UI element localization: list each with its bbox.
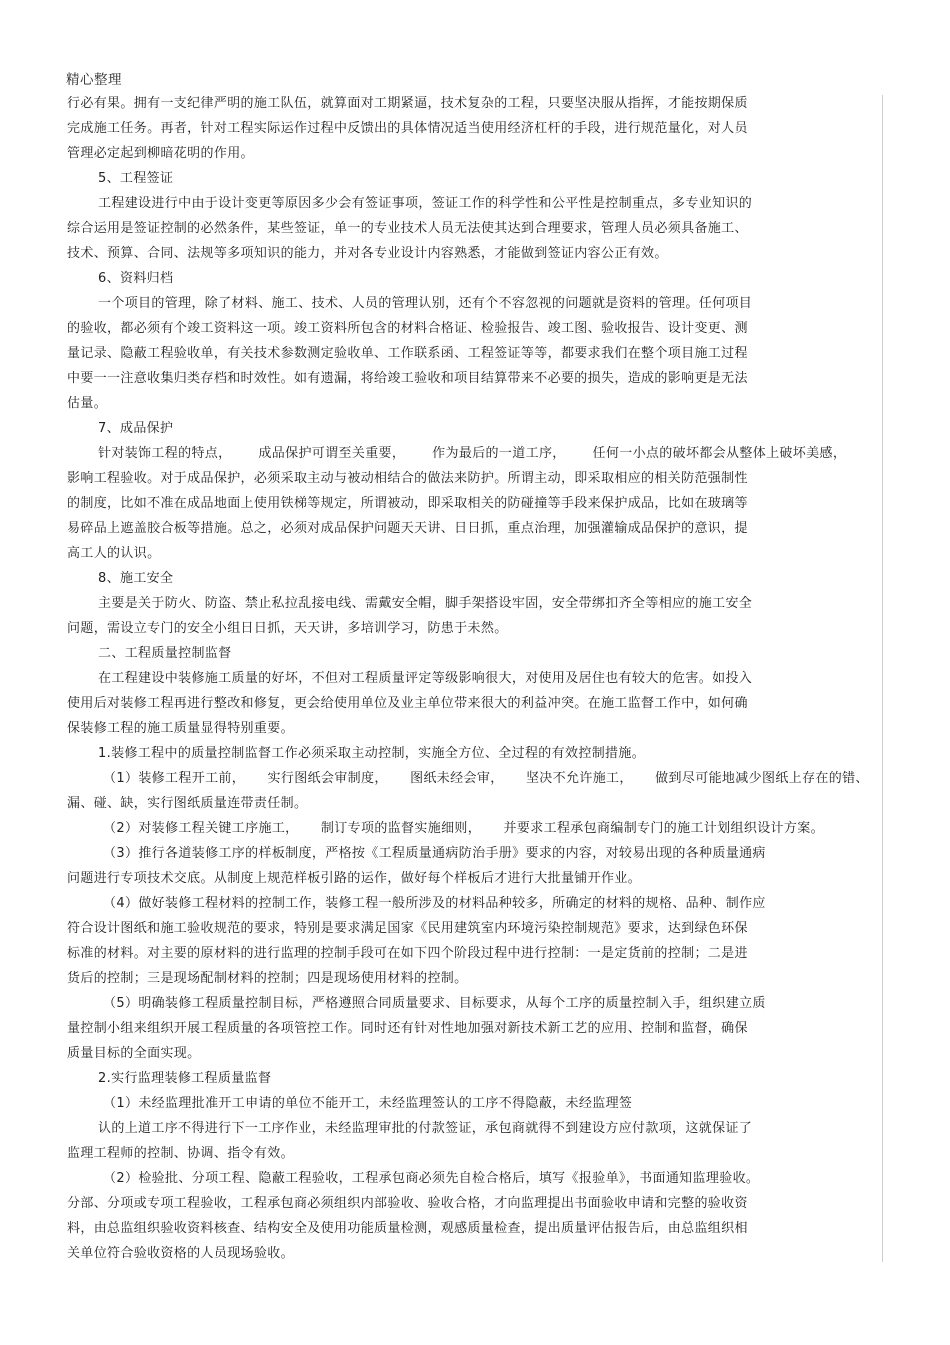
text-line: 管理必定起到柳暗花明的作用。 [67,146,254,161]
text-line: （5）明确装修工程质量控制目标，严格遵照合同质量要求、目标要求，从每个工序的质量控制入手，组织建立质 [103,996,766,1011]
text-line: 量记录、隐蔽工程验收单，有关技术参数测定验收单、工作联系函、工程签证等等，都要求我们在整个项目施工过程 [67,346,748,361]
text-line: 1.装修工程中的质量控制监督工作必须采取主动控制，实施全方位、全过程的有效控制措施。 [98,746,646,761]
text-line: 标准的材料。对主要的原材料的进行监理的控制手段可在如下四个阶段过程中进行控制：一是定货前的控制；二是进 [67,946,748,961]
text-line: 监理工程师的控制、协调、指令有效。 [67,1146,294,1161]
text-line: 量控制小组来组织开展工程质量的各项管控工作。同时还有针对性地加强对新技术新工艺的应用、控制和监督，确保 [67,1021,748,1036]
text-line: 2.实行监理装修工程质量监督 [98,1071,272,1086]
text-line: 保装修工程的施工质量显得特别重要。 [67,721,294,736]
page-header: 精心整理 [66,72,122,88]
text-line: （1）装修工程开工前， 实行图纸会审制度， 图纸未经会审， 坚决不允许施工， 做到尽可能地减少图纸上存在的错、 [103,771,869,786]
text-line: 8、施工安全 [98,571,174,586]
text-line: 6、资料归档 [98,271,174,286]
text-line: 完成施工任务。再者，针对工程实际运作过程中反馈出的具体情况适当使用经济杠杆的手段，进行规范量化，对人员 [67,121,748,136]
text-line: 工程建设进行中由于设计变更等原因多少会有签证事项，签证工作的科学性和公平性是控制重点，多专业知识的 [98,196,753,211]
text-line: （1）未经监理批准开工申请的单位不能开工，未经监理签认的工序不得隐蔽，未经监理签 [103,1096,633,1111]
text-line: 问题，需设立专门的安全小组日日抓，天天讲，多培训学习，防患于未然。 [67,621,508,636]
text-line: （3）推行各道装修工序的样板制度，严格按《工程质量通病防治手册》要求的内容，对较易出现的各种质量通病 [103,846,766,861]
text-line: 主要是关于防火、防盗、禁止私拉乱接电线、需戴安全帽，脚手架搭设牢固，安全带绑扣齐全等相应的施工安全 [98,596,753,611]
text-line: 中要一一注意收集归类存档和时效性。如有遗漏，将给竣工验收和项目结算带来不必要的损失，造成的影响更是无法 [67,371,748,386]
text-line: 使用后对装修工程再进行整改和修复，更会给使用单位及业主单位带来很大的利益冲突。在施工监督工作中，如何确 [67,696,748,711]
text-line: 一个项目的管理，除了材料、施工、技术、人员的管理认别，还有个不容忽视的问题就是资料的管理。任何项目 [98,296,753,311]
text-line: 行必有果。拥有一支纪律严明的施工队伍，就算面对工期紧逼，技术复杂的工程，只要坚决服从指挥，才能按期保质 [67,96,748,111]
text-line: 在工程建设中装修施工质量的好坏，不但对工程质量评定等级影响很大，对使用及居住也有较大的危害。如投入 [98,671,753,686]
text-line: 质量目标的全面实现。 [67,1046,201,1061]
text-line: 的验收，都必须有个竣工资料这一项。竣工资料所包含的材料合格证、检验报告、竣工图、验收报告、设计变更、测 [67,321,748,336]
text-line: （4）做好装修工程材料的控制工作，装修工程一般所涉及的材料品种较多，所确定的材料的规格、品种、制作应 [103,896,766,911]
text-line: 5、工程签证 [98,171,174,186]
text-line: 认的上道工序不得进行下一工序作业，未经监理审批的付款签证，承包商就得不到建设方应付款项，这就保证了 [98,1121,753,1136]
text-line: 料，由总监组织验收资料核查、结构安全及使用功能质量检测，观感质量检查，提出质量评估报告后，由总监组织相 [67,1221,748,1236]
text-line: （2）对装修工程关键工序施工， 制订专项的监督实施细则， 并要求工程承包商编制专门的施工计划组织设计方案。 [103,821,824,836]
text-line: 关单位符合验收资格的人员现场验收。 [67,1246,294,1261]
text-line: 高工人的认识。 [67,546,161,561]
text-line: 技术、预算、合同、法规等多项知识的能力，并对各专业设计内容熟悉，才能做到签证内容公正有效。 [67,246,668,261]
right-margin-rule [882,95,883,1262]
text-line: 分部、分项或专项工程验收，工程承包商必须组织内部验收、验收合格，才向监理提出书面验收申请和完整的验收资 [67,1196,748,1211]
text-line: 针对装饰工程的特点， 成品保护可谓至关重要， 作为最后的一道工序， 任何一小点的破坏都会从整体上破坏美感， [98,446,847,461]
text-line: （2）检验批、分项工程、隐蔽工程验收，工程承包商必须先自检合格后，填写《报验单》，书面通知监理验收。 [103,1171,760,1186]
text-line: 7、成品保护 [98,421,174,436]
text-line: 符合设计图纸和施工验收规范的要求，特别是要求满足国家《民用建筑室内环境污染控制规范》要求，达到绿色环保 [67,921,748,936]
text-line: 问题进行专项技术交底。从制度上规范样板引路的运作，做好每个样板后才进行大批量铺开作业。 [67,871,642,886]
text-line: 漏、碰、缺，实行图纸质量连带责任制。 [67,796,308,811]
text-line: 综合运用是签证控制的必然条件，某些签证，单一的专业技术人员无法使其达到合理要求，管理人员必须具备施工、 [67,221,748,236]
text-line: 货后的控制；三是现场配制材料的控制；四是现场使用材料的控制。 [67,971,468,986]
text-line: 影响工程验收。对于成品保护，必须采取主动与被动相结合的做法来防护。所谓主动，即采取相应的相关防范强制性 [67,471,748,486]
text-line: 二、工程质量控制监督 [98,646,232,661]
text-line: 估量。 [67,396,108,411]
text-line: 的制度，比如不准在成品地面上使用铁梯等规定，所谓被动，即采取相关的防碰撞等手段来保护成品，比如在玻璃等 [67,496,748,511]
text-line: 易碎品上遮盖胶合板等措施。总之，必须对成品保护问题天天讲、日日抓，重点治理，加强灌输成品保护的意识，提 [67,521,748,536]
